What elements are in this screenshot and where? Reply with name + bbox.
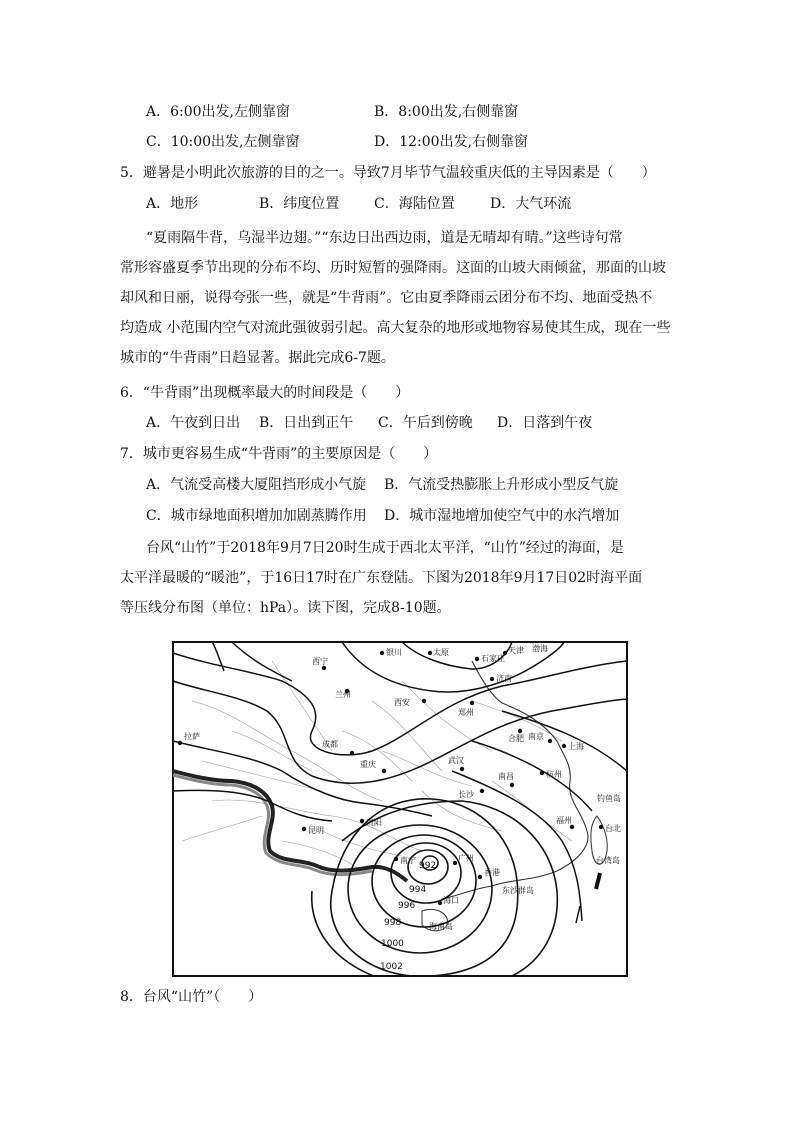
q8-stem: 8．台风“山竹”（ ） <box>120 989 263 1005</box>
isobar-label-1000: 1000 <box>381 939 404 949</box>
city-label-jinan: 济南 <box>496 674 512 683</box>
passage-line: 却风和日丽，说得夸张一些，就是“牛背雨”。它由夏季降雨云团分布不均、地面受热不 <box>120 290 653 306</box>
isobar-label-1002: 1002 <box>380 962 403 972</box>
q6-option-c: C．午后到傍晚 <box>378 415 473 431</box>
city-label-chongqing: 重庆 <box>360 760 376 769</box>
q4-option-c: C．10:00出发,左侧靠窗 <box>146 134 300 150</box>
q5-option-b: B．纬度位置 <box>259 196 340 212</box>
city-label-fuzhou: 福州 <box>556 816 572 825</box>
q7-option-d: D．城市湿地增加使空气中的水汽增加 <box>384 508 620 524</box>
city-label-chengdu: 成都 <box>322 740 338 749</box>
passage-niubeiyu <box>120 223 676 373</box>
city-label-shanghai: 上海 <box>568 742 584 751</box>
city-label-dongsha: 东沙群岛 <box>502 886 534 895</box>
passage-line: 均造成 小范围内空气对流此强彼弱引起。高大复杂的地形或地物容易使其生成，现在一些 <box>120 320 671 336</box>
city-label-taibei: 台北 <box>605 824 621 833</box>
q7-option-b: B．气流受热膨胀上升形成小型反气旋 <box>384 477 619 493</box>
city-label-wuhan: 武汉 <box>448 756 464 765</box>
city-label-hongkong: 香港 <box>484 868 500 877</box>
q6-option-a: A．午夜到日出 <box>146 415 241 431</box>
q5-option-d: D．大气环流 <box>490 196 572 212</box>
city-label-xian: 西安 <box>394 698 410 707</box>
city-label-nanjing: 南京 <box>528 732 544 741</box>
isobar-label-998: 998 <box>384 918 402 928</box>
q7-option-a: A．气流受高楼大厦阻挡形成小气旋 <box>146 477 367 493</box>
city-label-xining: 西宁 <box>312 657 328 666</box>
q7-option-c: C．城市绿地面积增加加剧蒸腾作用 <box>146 508 367 524</box>
city-label-shijiazhuang: 石家庄 <box>481 654 505 663</box>
city-label-hefei: 合肥 <box>508 734 524 743</box>
city-label-zhengzhou: 郑州 <box>458 708 474 717</box>
q6-option-d: D．日落到午夜 <box>497 415 593 431</box>
city-label-guangzhou: 广州 <box>458 854 474 863</box>
city-label-hainan-island: 海南岛 <box>429 922 453 931</box>
city-label-hangzhou: 杭州 <box>546 770 562 779</box>
q5-option-a: A．地形 <box>146 196 199 212</box>
q4-option-d: D．12:00出发,右侧靠窗 <box>374 134 529 150</box>
city-label-nanchang: 南昌 <box>498 772 514 781</box>
isobar-label-992: 992 <box>419 861 437 871</box>
q6-stem: 6．“牛背雨”出现概率最大的时间段是（ ） <box>120 385 410 401</box>
q7-stem: 7．城市更容易生成“牛背雨”的主要原因是（ ） <box>120 446 438 462</box>
passage-line: 台风“山竹”于2018年9月7日20时生成于西北太平洋，“山竹”经过的海面，是 <box>146 540 624 556</box>
city-label-lanzhou: 兰州 <box>335 690 351 699</box>
passage-line: “夏雨隔牛背，乌湿半边翅。”“东边日出西边雨，道是无晴却有晴。”这些诗句常 <box>146 230 623 246</box>
city-label-tianjin: 天津 <box>508 646 524 655</box>
city-label-taiyuan: 太原 <box>433 648 449 657</box>
city-label-changsha: 长沙 <box>458 790 474 799</box>
city-label-guiyang: 贵阳 <box>366 818 382 827</box>
city-label-kunming: 昆明 <box>308 826 324 835</box>
q6-option-b: B．日出到正午 <box>259 415 354 431</box>
q4-option-a: A．6:00出发,左侧靠窗 <box>146 104 290 120</box>
city-label-yinchuan: 银川 <box>386 648 402 657</box>
passage-line: 太平洋最暖的“暖池”，于16日17时在广东登陆。下图为2018年9月17日02时海平面 <box>120 570 643 586</box>
city-label-bohai: 渤海 <box>532 644 548 653</box>
q5-option-c: C．海陆位置 <box>374 196 455 212</box>
q4-option-b: B．8:00出发,右侧靠窗 <box>374 104 519 120</box>
q5-stem: 5．避暑是小明此次旅游的目的之一。导致7月毕节气温较重庆低的主导因素是（ ） <box>120 165 656 181</box>
passage-line: 等压线分布图（单位：hPa）。读下图，完成8-10题。 <box>120 600 451 616</box>
city-label-taiwan-island: 台湾岛 <box>596 856 620 865</box>
isobar-label-996: 996 <box>398 901 416 911</box>
city-label-lhasa: 拉萨 <box>184 732 200 741</box>
passage-line: 城市的“牛背雨”日趋显著。据此完成6-7题。 <box>120 350 395 366</box>
city-label-diaoyu: 钓鱼岛 <box>597 794 621 803</box>
passage-typhoon <box>120 533 676 623</box>
passage-line: 常形容盛夏季节出现的分布不均、历时短暂的强降雨。这面的山坡大雨倾盆，那面的山坡 <box>120 260 666 276</box>
isobar-map <box>172 641 628 977</box>
isobar-label-994: 994 <box>409 885 427 895</box>
city-label-haikou: 海口 <box>443 896 459 905</box>
city-label-nanning: 南宁 <box>400 856 416 865</box>
